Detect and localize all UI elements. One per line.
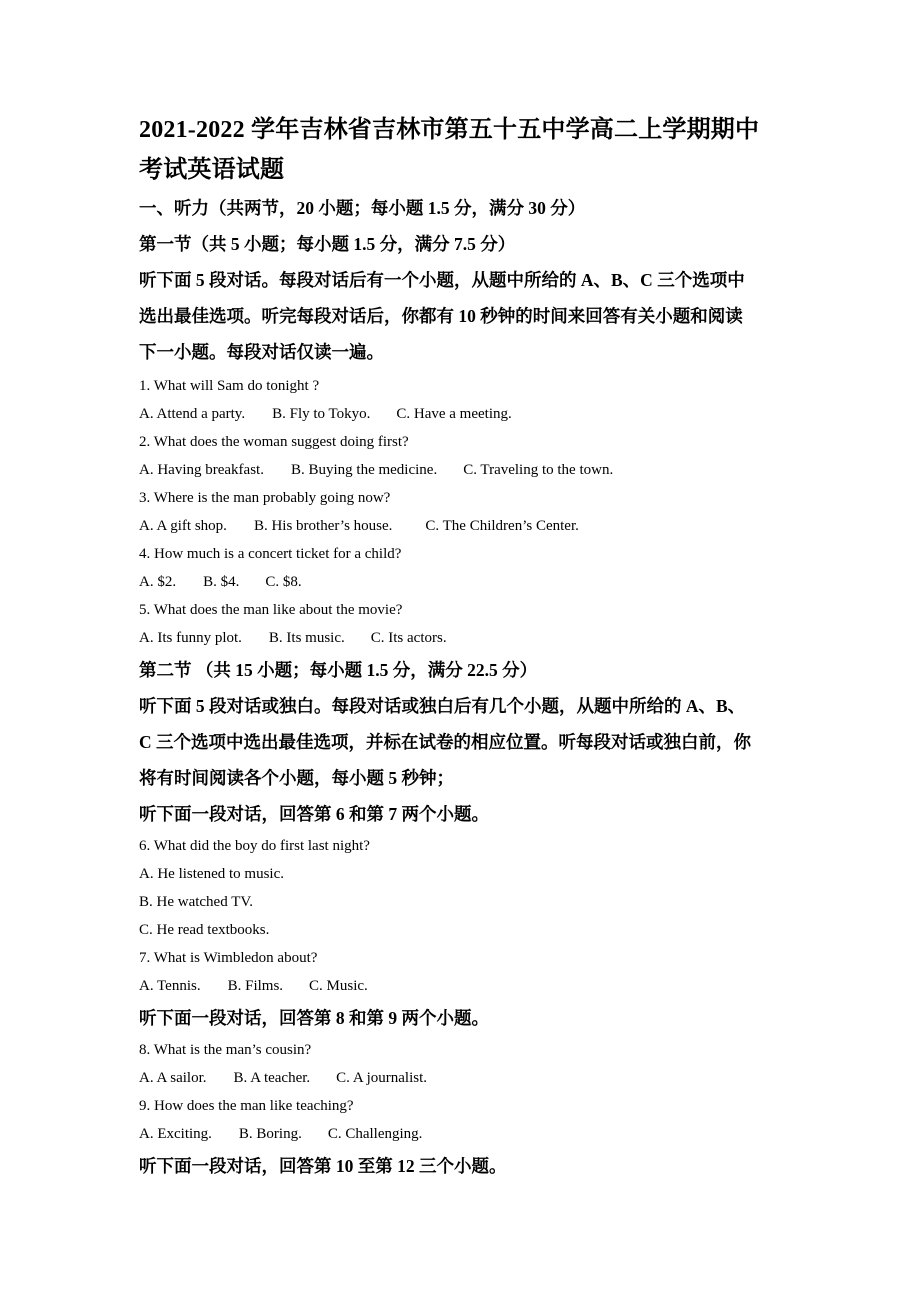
option-a: A. Attend a party. xyxy=(139,406,246,422)
question-9: 9. How does the man like teaching? xyxy=(139,1098,354,1114)
option-a: A. A gift shop. xyxy=(139,518,227,534)
question-1-options xyxy=(139,400,789,428)
option-b: B. Fly to Tokyo. xyxy=(272,406,371,422)
option-b: B. Its music. xyxy=(268,630,345,646)
option-c: C. Its actors. xyxy=(370,630,447,646)
option-a: A. Its funny plot. xyxy=(139,630,242,646)
option-c: C. A journalist. xyxy=(336,1070,428,1086)
question-7-options xyxy=(139,972,789,1000)
section1-heading: 第一节（共 5 小题；每小题 1.5 分，满分 7.5 分） xyxy=(139,234,516,254)
section2-heading: 第二节 （共 15 小题；每小题 1.5 分，满分 22.5 分） xyxy=(139,660,538,680)
question-3: 3. Where is the man probably going now? xyxy=(139,490,391,506)
option-b: B. $4. xyxy=(203,574,240,590)
section1-questions xyxy=(139,372,789,652)
option-c: C. The Children’s Center. xyxy=(425,518,579,534)
question-8: 8. What is the man’s cousin? xyxy=(139,1042,312,1058)
question-6-option-c: C. He read textbooks. xyxy=(139,922,270,938)
question-2: 2. What does the woman suggest doing first? xyxy=(139,434,409,450)
option-a: A. Exciting. xyxy=(139,1126,212,1142)
option-a: A. Having breakfast. xyxy=(139,462,264,478)
option-a: A. Tennis. xyxy=(139,978,201,994)
document-title xyxy=(139,110,789,190)
option-b: B. His brother’s house. xyxy=(253,518,393,534)
instruction-line: C 三个选项中选出最佳选项，并标在试卷的相应位置。听每段对话或独白前，你 xyxy=(139,732,752,752)
part1-heading: 一、听力（共两节，20 小题；每小题 1.5 分，满分 30 分） xyxy=(139,198,586,218)
option-a: A. A sailor. xyxy=(139,1070,207,1086)
question-4: 4. How much is a concert ticket for a child? xyxy=(139,546,402,562)
title-line-2: 考试英语试题 xyxy=(139,157,285,183)
section2-instructions xyxy=(139,688,789,796)
instruction-line: 选出最佳选项。听完每段对话后，你都有 10 秒钟的时间来回答有关小题和阅读 xyxy=(139,306,743,326)
question-5-options xyxy=(139,624,789,652)
option-b: B. Buying the medicine. xyxy=(290,462,438,478)
group-3-lead: 听下面一段对话，回答第 10 至第 12 三个小题。 xyxy=(139,1156,507,1176)
option-b: B. Boring. xyxy=(238,1126,302,1142)
exam-page xyxy=(139,110,789,1184)
option-a: A. $2. xyxy=(139,574,177,590)
group-1-lead: 听下面一段对话，回答第 6 和第 7 两个小题。 xyxy=(139,804,489,824)
group-2-questions xyxy=(139,1036,789,1148)
group-1-questions xyxy=(139,832,789,1000)
instruction-line: 听下面 5 段对话。每段对话后有一个小题，从题中所给的 A、B、C 三个选项中 xyxy=(139,270,745,290)
question-3-options xyxy=(139,512,789,540)
instruction-line: 下一小题。每段对话仅读一遍。 xyxy=(139,342,384,362)
question-6: 6. What did the boy do first last night? xyxy=(139,838,370,854)
question-6-option-b: B. He watched TV. xyxy=(139,894,254,910)
question-1: 1. What will Sam do tonight ? xyxy=(139,378,320,394)
question-6-option-a: A. He listened to music. xyxy=(139,866,284,882)
instruction-line: 听下面 5 段对话或独白。每段对话或独白后有几个小题，从题中所给的 A、B、 xyxy=(139,696,746,716)
group-2-lead: 听下面一段对话，回答第 8 和第 9 两个小题。 xyxy=(139,1008,489,1028)
option-c: C. Have a meeting. xyxy=(396,406,512,422)
question-5: 5. What does the man like about the movie? xyxy=(139,602,403,618)
question-7: 7. What is Wimbledon about? xyxy=(139,950,318,966)
instruction-line: 将有时间阅读各个小题，每小题 5 秒钟； xyxy=(139,768,454,788)
option-b: B. Films. xyxy=(227,978,284,994)
option-c: C. Music. xyxy=(309,978,368,994)
question-4-options xyxy=(139,568,789,596)
option-c: C. Traveling to the town. xyxy=(463,462,614,478)
question-9-options xyxy=(139,1120,789,1148)
question-8-options xyxy=(139,1064,789,1092)
question-2-options xyxy=(139,456,789,484)
option-c: C. Challenging. xyxy=(327,1126,423,1142)
section1-instructions xyxy=(139,262,789,370)
option-c: C. $8. xyxy=(265,574,302,590)
option-b: B. A teacher. xyxy=(233,1070,311,1086)
title-line-1: 2021-2022 学年吉林省吉林市第五十五中学高二上学期期中 xyxy=(139,117,760,143)
